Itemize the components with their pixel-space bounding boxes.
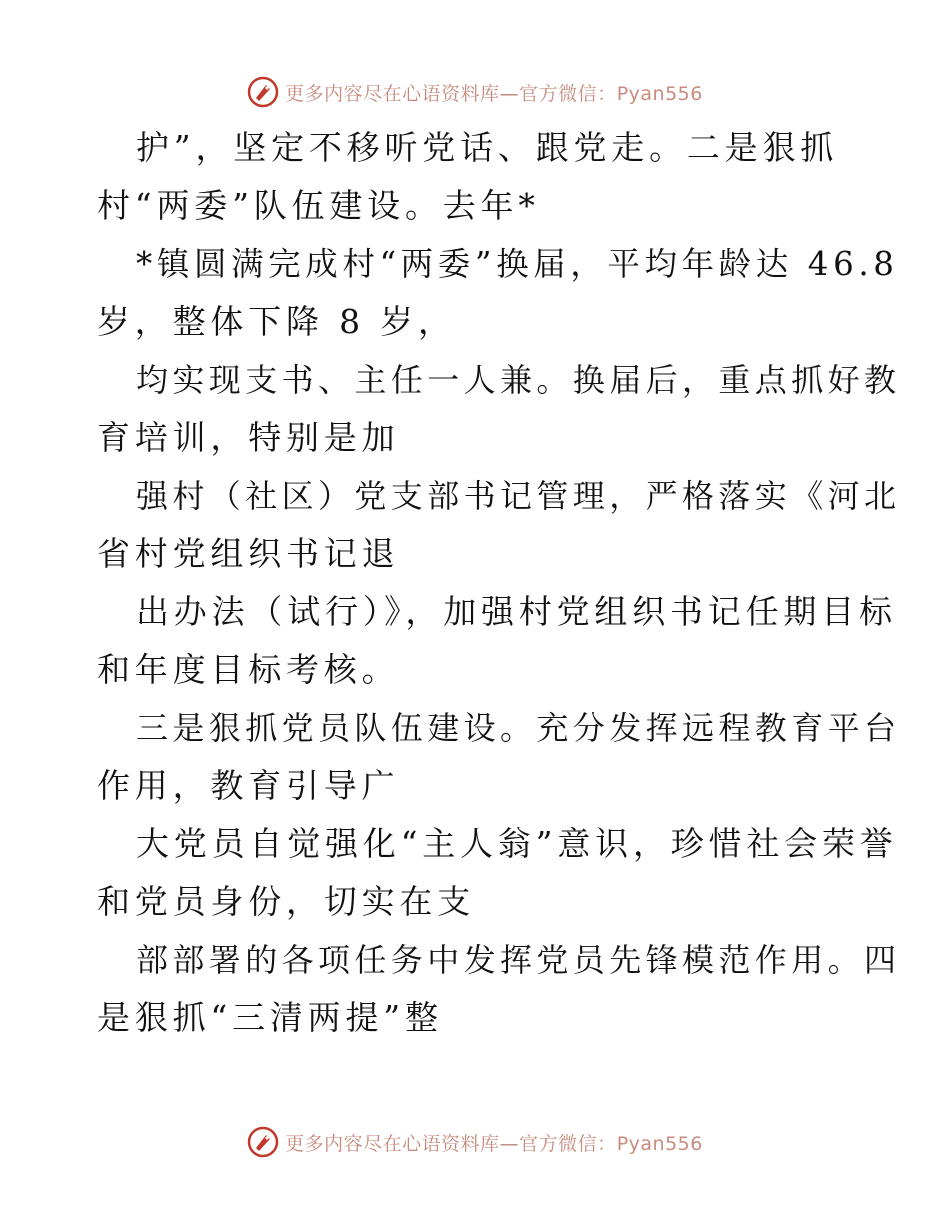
body-line: 部部署的各项任务中发挥党员先锋模范作用。四 xyxy=(136,941,901,979)
body-line: 强村（社区）党支部书记管理，严格落实《河北 xyxy=(136,477,901,515)
pen-nib-logo-icon xyxy=(247,1126,279,1158)
body-line: 均实现支书、主任一人兼。换届后，重点抓好教 xyxy=(136,361,901,399)
body-line: 省村党组织书记退 xyxy=(97,534,400,573)
footer-wechat-label: 官方微信： xyxy=(519,1132,617,1155)
body-line: *镇圆满完成村“两委”换届，平均年龄达 46.8 xyxy=(136,245,899,283)
body-line: 和年度目标考核。 xyxy=(97,650,400,689)
body-line: 是狠抓“三清两提”整 xyxy=(97,998,443,1037)
body-line: 育培训，特别是加 xyxy=(97,418,400,457)
footer-dash: — xyxy=(499,1132,520,1155)
body-line: 作用，教育引导广 xyxy=(97,766,400,805)
footer-watermark-text xyxy=(285,1129,703,1156)
body-line: 三是狠抓党员队伍建设。充分发挥远程教育平台 xyxy=(136,709,901,747)
body-line: 出办法（试行）》，加强村党组织书记任期目标 xyxy=(136,592,897,631)
body-line: 和党员身份，切实在支 xyxy=(97,882,475,921)
header-wechat-id: Pyan556 xyxy=(616,82,703,105)
footer-watermark xyxy=(0,1122,950,1162)
body-line: 大党员自觉强化“主人翁”意识，珍惜社会荣誉 xyxy=(136,824,898,863)
body-line: 岁，整体下降 8 岁， xyxy=(97,302,456,341)
header-wechat-label: 官方微信： xyxy=(519,82,617,105)
header-dash: — xyxy=(499,82,520,105)
body-line: 护”，坚定不移听党话、跟党走。二是狠抓 xyxy=(136,128,839,167)
body-line: 村“两委”队伍建设。去年* xyxy=(97,186,540,225)
footer-site-name: 更多内容尽在心语资料库 xyxy=(285,1132,500,1155)
header-site-name: 更多内容尽在心语资料库 xyxy=(285,82,500,105)
footer-wechat-id: Pyan556 xyxy=(616,1132,703,1155)
